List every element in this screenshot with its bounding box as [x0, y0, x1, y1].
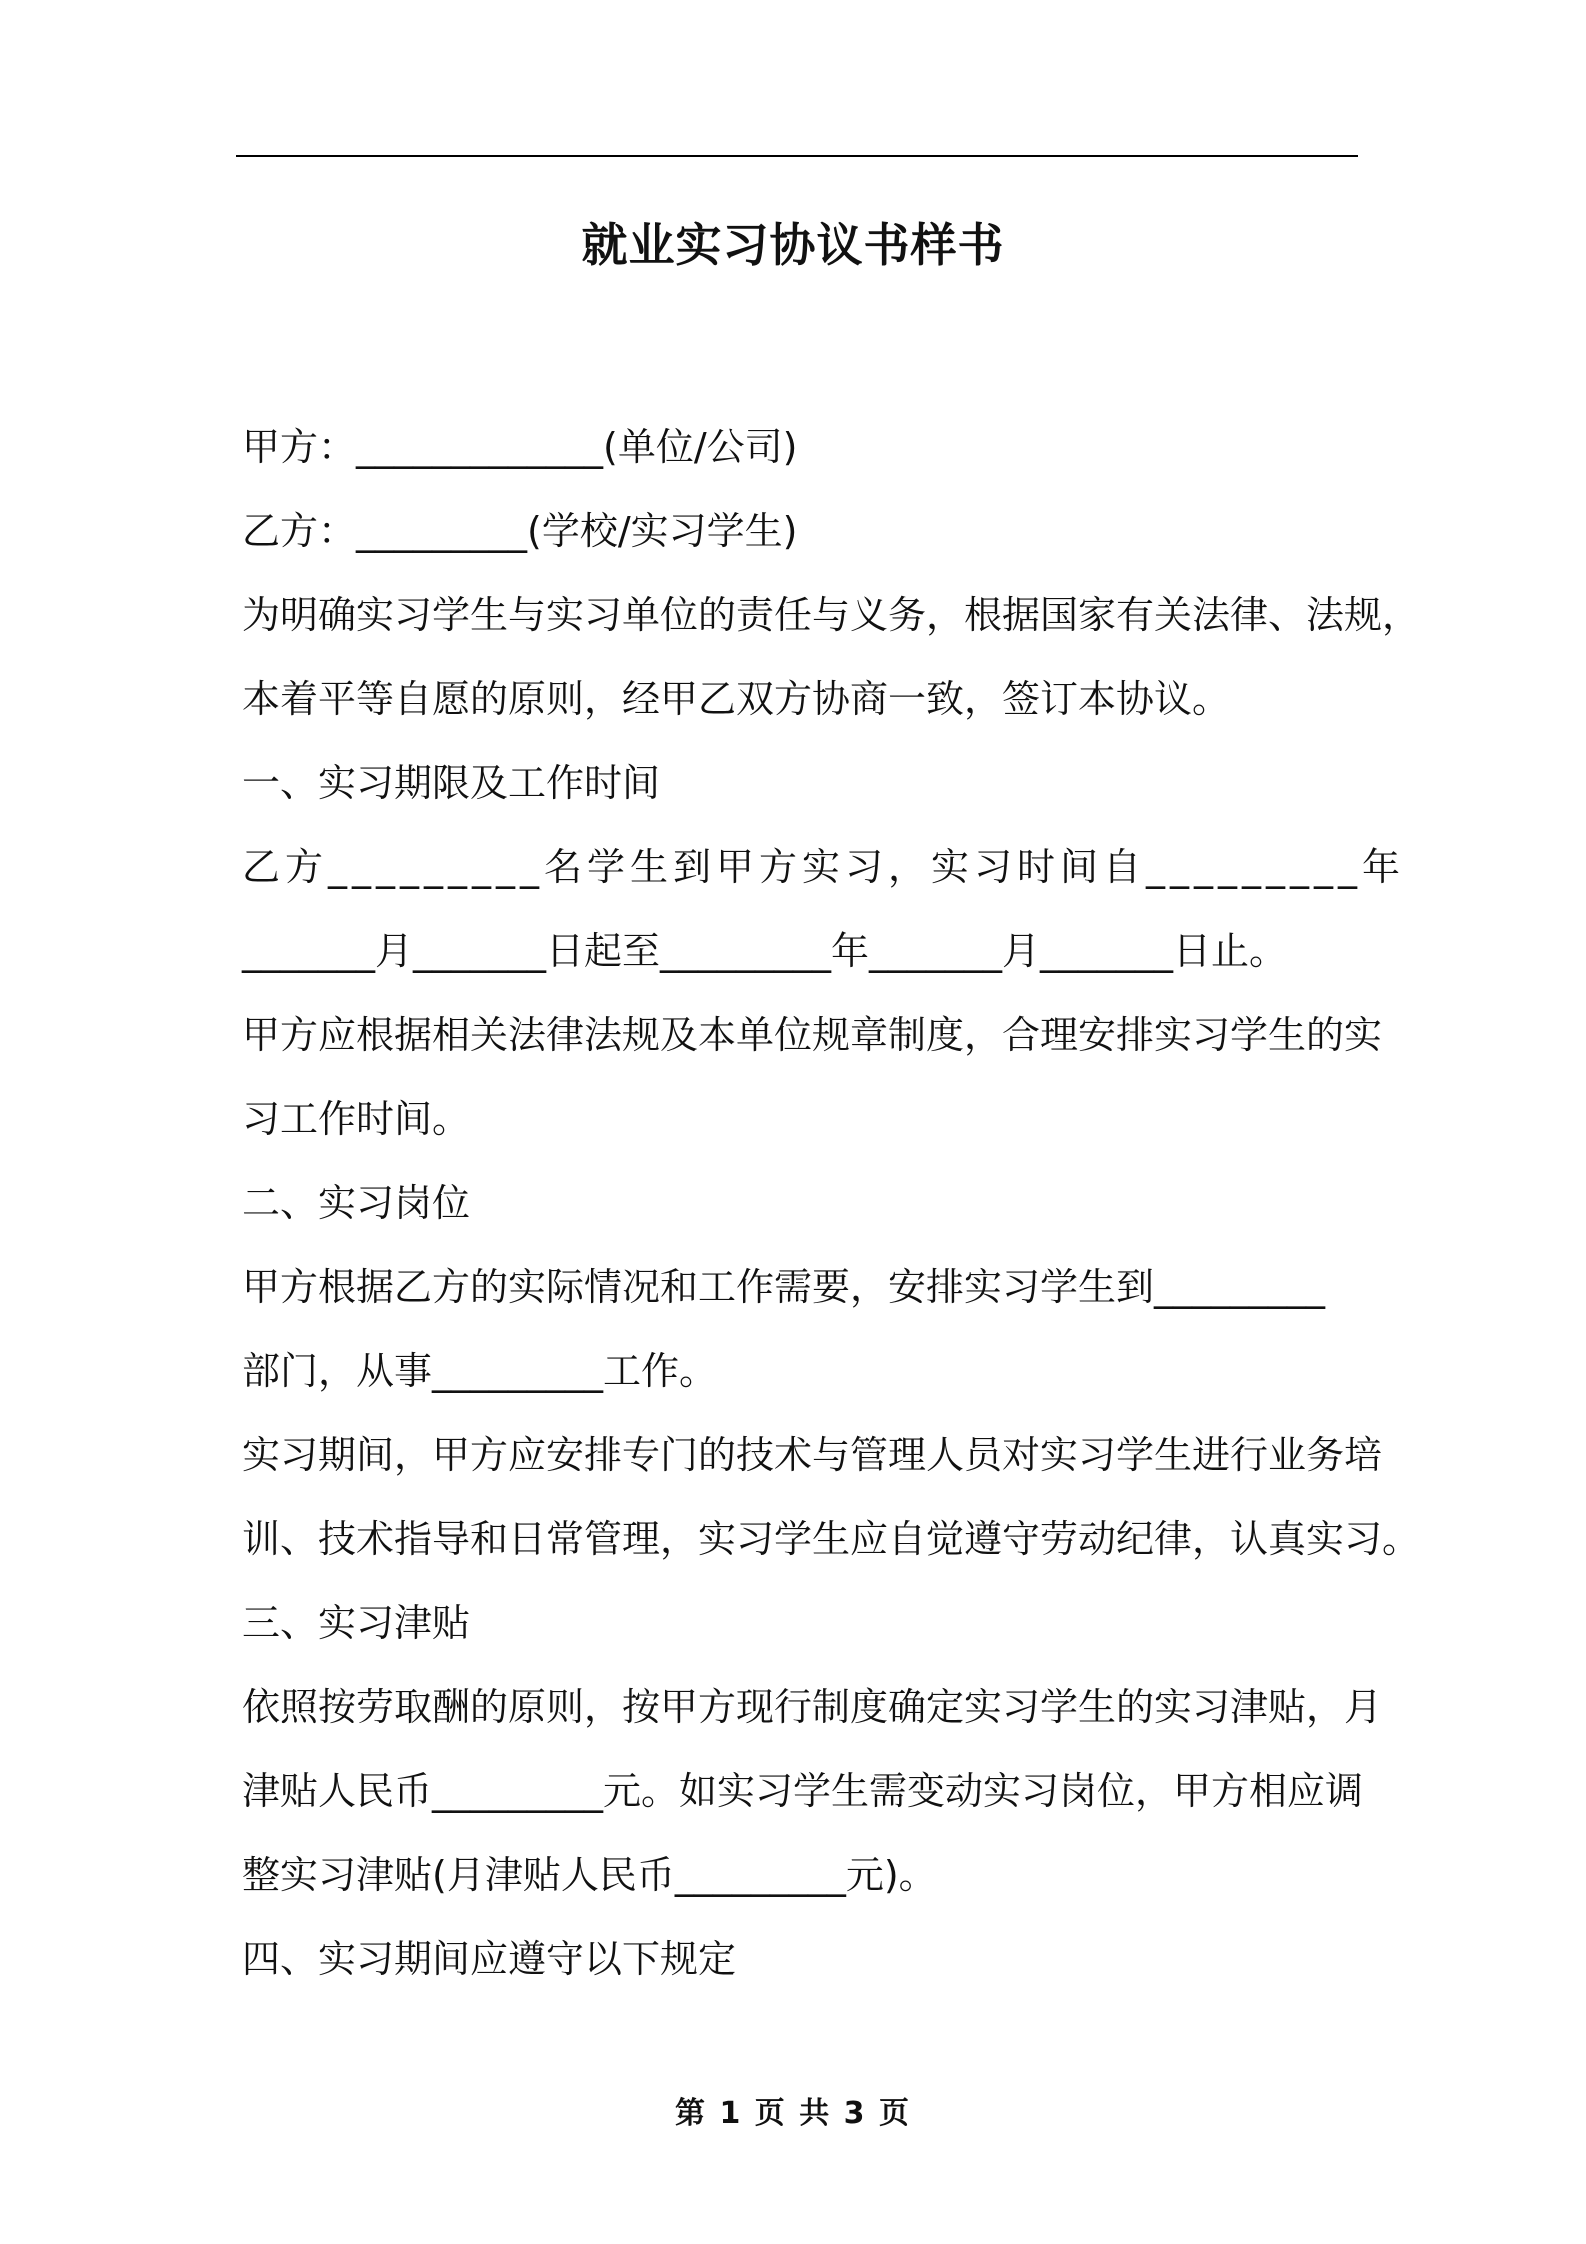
- section-2-line-4: 训、技术指导和日常管理，实习学生应自觉遵守劳动纪律，认真实习。: [242, 1517, 1421, 1561]
- section-1-heading: 一、实习期限及工作时间: [242, 761, 661, 805]
- section-1-line-3: 甲方应根据相关法律法规及本单位规章制度，合理安排实习学生的实: [242, 1013, 1383, 1057]
- section-3-line-2: 津贴人民币_________元。如实习学生需变动实习岗位，甲方相应调: [242, 1769, 1364, 1813]
- section-1-line-1: 乙方_________名学生到甲方实习，实习时间自_________年: [242, 845, 1406, 889]
- section-2-line-2: 部门，从事_________工作。: [242, 1349, 718, 1393]
- document-body: [242, 405, 1421, 2001]
- document-title: 就业实习协议书样书: [581, 218, 1005, 272]
- intro-line-1: 为明确实习学生与实习单位的责任与义务，根据国家有关法律、法规，: [242, 593, 1421, 637]
- section-1-line-4: 习工作时间。: [242, 1097, 471, 1141]
- intro-line-2: 本着平等自愿的原则，经甲乙双方协商一致，签订本协议。: [242, 677, 1231, 721]
- header-rule: [236, 155, 1358, 157]
- section-3-heading: 三、实习津贴: [242, 1601, 471, 1645]
- section-2-line-3: 实习期间，甲方应安排专门的技术与管理人员对实习学生进行业务培: [242, 1433, 1383, 1477]
- page-footer: 第 1 页 共 3 页: [675, 2096, 911, 2131]
- section-3-line-3: 整实习津贴(月津贴人民币_________元)。: [242, 1853, 937, 1897]
- section-3-line-1: 依照按劳取酬的原则，按甲方现行制度确定实习学生的实习津贴，月: [242, 1685, 1383, 1729]
- section-1-line-2: _______月_______日起至_________年_______月_______日止。: [242, 929, 1288, 973]
- party-b-line: 乙方：_________(学校/实习学生): [242, 509, 798, 553]
- section-4-heading: 四、实习期间应遵守以下规定: [242, 1937, 737, 1981]
- party-a-line: 甲方：_____________(单位/公司): [242, 425, 798, 469]
- section-2-heading: 二、实习岗位: [242, 1181, 471, 1225]
- section-2-line-1: 甲方根据乙方的实际情况和工作需要，安排实习学生到_________: [242, 1265, 1326, 1309]
